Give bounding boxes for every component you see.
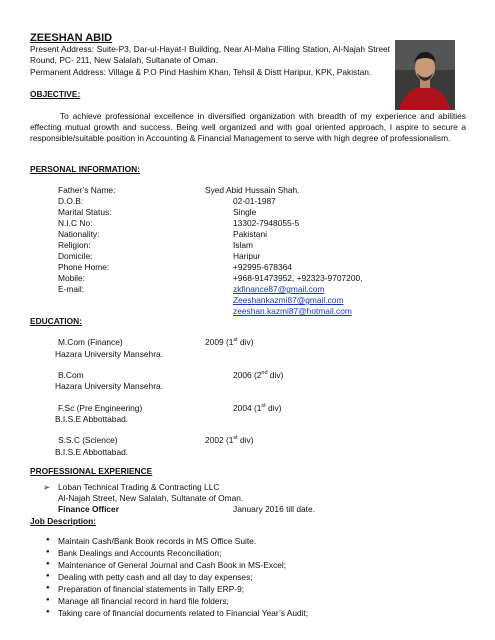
objective-text: To achieve professional excellence in diversified organization with breadth of my experience and abilities effecting mutual growth and success. Being well organized and with goal oriented approach, I aspire to secure a responsible/suitable position in Accounting & Financial Management to serve with high degree of professionalism. bbox=[30, 111, 466, 143]
bullet-icon: ● bbox=[46, 585, 50, 591]
field-label: D.O.B: bbox=[58, 196, 84, 206]
permanent-address: Permanent Address: Village & P.O Pind Hashim Khan, Tehsil & Distt Haripur, KPK, Pakistan. bbox=[30, 66, 372, 77]
email-link[interactable]: zkfinance87@gmail.com bbox=[233, 284, 325, 294]
field-value: +92995-678364 bbox=[233, 262, 292, 272]
field-value: 13302-7948055-5 bbox=[233, 218, 300, 228]
personal-info-heading: PERSONAL INFORMATION: bbox=[30, 164, 140, 174]
institute: Hazara University Mansehra. bbox=[55, 381, 163, 391]
experience-heading: PROFESSIONAL EXPERIENCE bbox=[30, 466, 153, 476]
degree: F.Sc (Pre Engineering) bbox=[58, 403, 143, 413]
field-label: Domicile: bbox=[58, 251, 93, 261]
field-label: Father’s Name: bbox=[58, 185, 116, 195]
bullet-icon: ● bbox=[46, 537, 50, 543]
candidate-name: ZEESHAN ABID bbox=[30, 32, 113, 44]
field-label: Marital Status: bbox=[58, 207, 112, 217]
degree: S.S.C (Science) bbox=[58, 435, 118, 445]
institute: Hazara University Mansehra. bbox=[55, 349, 163, 359]
list-item: Bank Dealings and Accounts Reconciliation; bbox=[58, 548, 222, 558]
objective-heading: OBJECTIVE: bbox=[30, 89, 81, 99]
field-value: Haripur bbox=[233, 251, 261, 261]
position-title: Finance Officer bbox=[58, 504, 119, 514]
list-item: Taking care of financial documents related to Financial Year’s Audit; bbox=[58, 608, 309, 618]
bullet-icon: ● bbox=[46, 549, 50, 555]
email-link[interactable]: zeeshan.kazmi87@hotmail.com bbox=[233, 306, 352, 316]
email-link[interactable]: Zeeshankazmi87@gmail.com bbox=[233, 295, 344, 305]
profile-photo bbox=[395, 40, 455, 110]
job-description-heading: Job Description: bbox=[30, 516, 97, 526]
bullet-icon: ● bbox=[46, 597, 50, 603]
degree-year: 2006 (2nd div) bbox=[233, 370, 284, 380]
education-heading: EDUCATION: bbox=[30, 316, 82, 326]
degree: M.Com (Finance) bbox=[58, 337, 123, 347]
list-item: Maintenance of General Journal and Cash Book in MS-Excel; bbox=[58, 560, 287, 570]
field-value: +968-91473952, +92323-9707200, bbox=[233, 273, 363, 283]
employment-period: January 2016 till date. bbox=[233, 504, 315, 514]
present-address: Present Address: Suite-P3, Dar-ul-Hayat-I Building, Near Al-Maha Filling Station, Al-Najah Street Round, PC- 211, New Salalah, Sultanate of Oman. bbox=[30, 44, 390, 66]
company-name: Loban Technical Trading & Contracting LLC bbox=[58, 482, 220, 492]
field-label: Phone Home: bbox=[58, 262, 110, 272]
field-label: Nationality: bbox=[58, 229, 100, 239]
company-location: Al-Najah Street, New Salalah, Sultanate of Oman. bbox=[58, 493, 244, 503]
field-value: Syed Abid Hussain Shah. bbox=[205, 185, 300, 195]
field-value: Islam bbox=[233, 240, 254, 250]
field-label: N.I.C No: bbox=[58, 218, 93, 228]
degree-year: 2009 (1st div) bbox=[205, 337, 254, 347]
bullet-icon: ● bbox=[46, 573, 50, 579]
field-value: Pakistani bbox=[233, 229, 267, 239]
list-item: Maintain Cash/Bank Book records in MS Office Suite. bbox=[58, 536, 257, 546]
list-item: Manage all financial record in hard file folders; bbox=[58, 596, 229, 606]
arrow-bullet-icon: ➢ bbox=[43, 482, 51, 492]
list-item: Preparation of financial statements in Tally ERP-9; bbox=[58, 584, 245, 594]
degree-year: 2004 (1st div) bbox=[233, 403, 282, 413]
bullet-icon: ● bbox=[46, 561, 50, 567]
list-item: Dealing with petty cash and all day to day expenses; bbox=[58, 572, 253, 582]
institute: B.I.S.E Abbottabad. bbox=[55, 447, 129, 457]
degree-year: 2002 (1st div) bbox=[205, 435, 254, 445]
field-value: 02-01-1987 bbox=[233, 196, 276, 206]
field-label: Religion: bbox=[58, 240, 91, 250]
degree: B.Com bbox=[58, 370, 84, 380]
field-label: Mobile: bbox=[58, 273, 85, 283]
field-label: E-mail: bbox=[58, 284, 85, 294]
institute: B.I.S.E Abbottabad. bbox=[55, 414, 129, 424]
address-block bbox=[30, 44, 390, 78]
bullet-icon: ● bbox=[46, 609, 50, 615]
field-value: Single bbox=[233, 207, 257, 217]
